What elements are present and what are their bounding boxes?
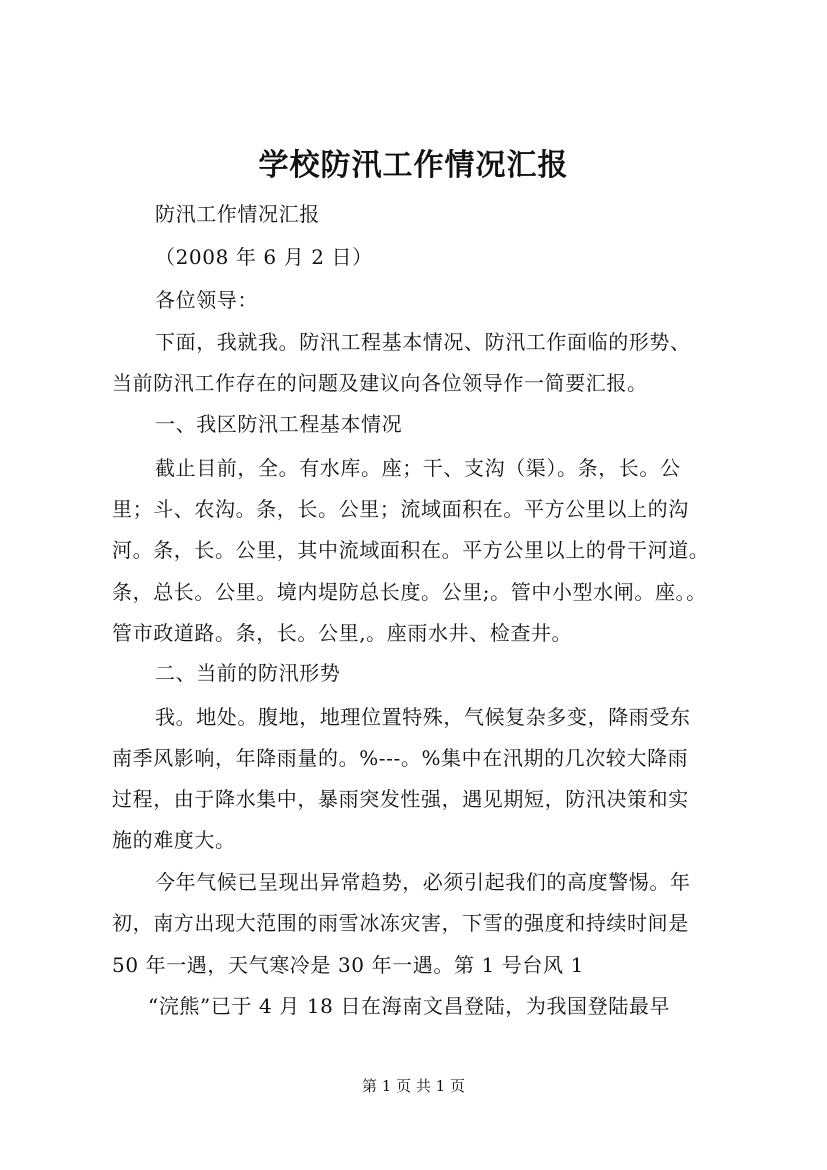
paragraph-line: 过程，由于降水集中，暴雨突发性强，遇见期短，防汛决策和实 [112, 787, 689, 811]
paragraph-line: 里；斗、农沟。条，长。公里；流域面积在。平方公里以上的沟 [112, 497, 689, 521]
paragraph-line: 管市政道路。条，长。公里,。座雨水井、检查井。 [112, 621, 573, 645]
paragraph-line: 截止目前，全。有水库。座；干、支沟（渠）。条，长。公 [155, 456, 681, 480]
salutation-line: 各位领导： [155, 288, 258, 312]
section-heading: 二、当前的防汛形势 [155, 661, 341, 685]
page-footer: 第 1 页 共 1 页 [362, 1077, 465, 1095]
paragraph-line: 当前防汛工作存在的问题及建议向各位领导作一简要汇报。 [112, 371, 648, 395]
paragraph-line: 我。地处。腹地，地理位置特殊，气候复杂多变，降雨受东 [155, 705, 691, 729]
paragraph-line: 南季风影响，年降雨量的。%---。%集中在汛期的几次较大降雨 [112, 746, 689, 770]
paragraph-line: 施的难度大。 [112, 828, 236, 852]
paragraph-line: “浣熊”已于 4 月 18 日在海南文昌登陆，为我国登陆最早 [148, 994, 671, 1018]
paragraph-line: 初，南方出现大范围的雨雪冰冻灾害，下雪的强度和持续时间是 [112, 911, 689, 935]
subtitle-line: 防汛工作情况汇报 [155, 202, 320, 226]
section-heading: 一、我区防汛工程基本情况 [155, 412, 403, 436]
paragraph-line: 条，总长。公里。境内堤防总长度。公里;。管中小型水闸。座。。 [112, 580, 707, 604]
paragraph-line: 河。条，长。公里，其中流域面积在。平方公里以上的骨干河道。 [112, 538, 710, 562]
paragraph-line: 下面，我就我。防汛工程基本情况、防汛工作面临的形势、 [155, 330, 691, 354]
document-title: 学校防汛工作情况汇报 [258, 148, 569, 183]
paragraph-line: 50 年一遇，天气寒冷是 30 年一遇。第 1 号台风 1 [112, 953, 584, 977]
date-line: （2008 年 6 月 2 日） [155, 245, 373, 269]
paragraph-line: 今年气候已呈现出异常趋势，必须引起我们的高度警惕。年 [155, 870, 691, 894]
